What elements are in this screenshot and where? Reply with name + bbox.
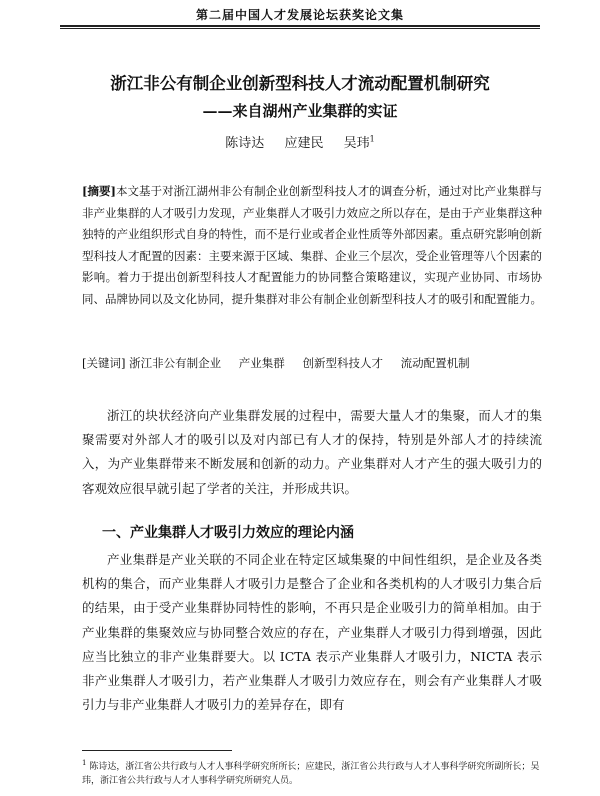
keywords-label: [关键词] [82, 356, 126, 370]
footnote-mark: 1 [82, 759, 87, 767]
abstract-text: 本文基于对浙江湖州非公有制企业创新型科技人才的调查分析，通过对比产业集群与非产业集群的人才吸引力发现，产业集群人才吸引力效应之所以存在，是由于产业集群这种独特的产业组织形式自身的特性，而不是行业或者企业性质等外部因素。重点研究影响创新型科技人才配置的因素：主要来源于区域、集群、企业三个层次，受企业管理等八个因素的影响。着力于提出创新型科技人才配置能力的协同整合策略建议，实现产业协同、市场协同、品牌协同以及文化协同，提升集群对非公有制企业创新型科技人才的吸引和配置能力。 [82, 184, 542, 306]
header-rule [60, 25, 540, 27]
author-list [40, 132, 560, 151]
header-rule-thin [60, 28, 540, 29]
author-name: 应建民 [284, 136, 324, 151]
intro-paragraph: 浙江的块状经济向产业集群发展的过程中，需要大量人才的集聚，而人才的集聚需要对外部人才的吸引以及对内部已有人才的保持，特别是外部人才的持续流入，为产业集群带来不断发展和创新的动力。产业集群对人才产生的强大吸引力的客观效应很早就引起了学者的关注，并形成共识。 [82, 408, 542, 496]
keyword: 创新型科技人才 [302, 356, 383, 370]
keyword: 流动配置机制 [400, 356, 470, 370]
author-name: 陈诗达 [225, 136, 265, 151]
section-heading: 一、产业集群人才吸引力效应的理论内涵 [102, 525, 354, 541]
keyword: 浙江非公有制企业 [129, 356, 222, 370]
footnote [82, 756, 542, 788]
paper-title: 浙江非公有制企业创新型科技人才流动配置机制研究 [110, 74, 490, 93]
footnote-text: 陈诗达，浙江省公共行政与人才人事科学研究所所长；应建民，浙江省公共行政与人才人事科学研究所副所长；吴玮，浙江省公共行政与人才人事科学研究所研究人员。 [82, 762, 540, 786]
section-paragraph: 产业集群是产业关联的不同企业在特定区域集聚的中间性组织，是企业及各类机构的集合，而产业集群人才吸引力是整合了企业和各类机构的人才吸引力集合后的结果，由于受产业集群协同特性的影响，不再只是企业吸引力的简单相加。由于产业集群的集聚效应与协同整合效应的存在，产业集群人才吸引力得到增强，因此应当比独立的非产业集群要大。以 ICTA 表示产业集群人才吸引力，NICTA 表示非产业集群人才吸引力，若产业集群人才吸引力效应存在，则会有产业集群人才吸引力与非产业集群人才吸引力的差异存在，即有 [82, 552, 542, 713]
author-name: 吴玮$^1$ [343, 134, 375, 151]
keyword: 产业集群 [238, 356, 285, 370]
abstract [82, 181, 542, 311]
footnote-rule [82, 750, 232, 751]
paper-subtitle: ——来自湖州产业集群的实证 [202, 102, 398, 120]
author-footnote-mark: 1 [369, 134, 375, 144]
running-header: 第二届中国人才发展论坛获奖论文集 [195, 8, 404, 22]
abstract-label: [摘要] [82, 184, 116, 198]
keywords [82, 355, 542, 371]
